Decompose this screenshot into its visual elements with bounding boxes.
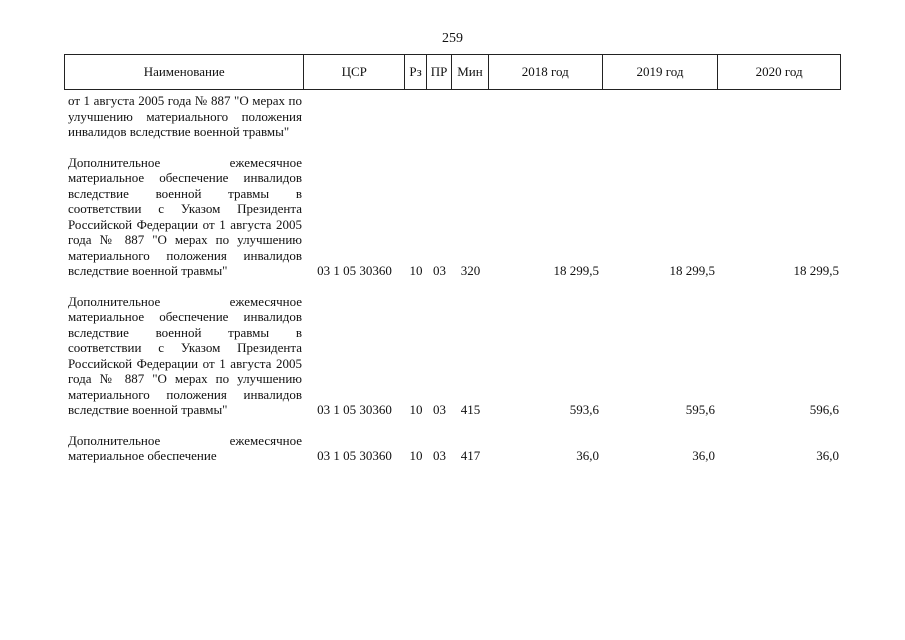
header-2018: 2018 год <box>489 55 603 89</box>
row-name: Дополнительное ежемесячное материальное обеспечение инвалидов вследствие военной травмы в соответствии с Указом Президента Российской Федерации от 1 августа 2005 года № 887 "О мерах по улучшению материального положения инвалидов вследствие военной травмы" <box>68 154 302 278</box>
row-2018: 593,6 <box>569 402 599 417</box>
header-rz: Рз <box>405 55 427 89</box>
row-name: Дополнительное ежемесячное материальное обеспечение <box>68 432 302 463</box>
header-min: Мин <box>452 55 489 89</box>
page-number: 259 <box>442 31 463 46</box>
row-min: 415 <box>460 402 481 417</box>
row-rz: 10 <box>409 402 423 417</box>
row-name: от 1 августа 2005 года № 887 "О мерах по улучшению материального положения инвалидов вследствие военной травмы" <box>68 93 302 139</box>
row-csr: 03 1 05 30360 <box>317 448 392 463</box>
row-2019: 36,0 <box>692 448 715 463</box>
row-rz: 10 <box>409 263 423 278</box>
row-pr: 03 <box>433 448 446 463</box>
row-rz: 10 <box>409 448 423 463</box>
row-min: 417 <box>460 448 481 463</box>
row-2020: 18 299,5 <box>793 263 839 278</box>
header-2020: 2020 год <box>755 64 803 79</box>
row-pr: 03 <box>433 263 446 278</box>
table-body <box>64 93 841 479</box>
row-2018: 18 299,5 <box>553 263 599 278</box>
row-pr: 03 <box>433 402 446 417</box>
row-min: 320 <box>460 263 481 278</box>
row-2019: 18 299,5 <box>669 263 715 278</box>
header-csr: ЦСР <box>304 55 405 89</box>
table-row <box>64 93 841 140</box>
row-2020: 36,0 <box>816 448 839 463</box>
header-name: Наименование <box>65 55 304 89</box>
table-header <box>64 54 841 90</box>
table-row <box>64 294 841 418</box>
table-row <box>64 155 841 279</box>
header-pr: ПР <box>427 55 452 89</box>
row-2020: 596,6 <box>809 402 839 417</box>
row-name: Дополнительное ежемесячное материальное обеспечение инвалидов вследствие военной травмы в соответствии с Указом Президента Российской Федерации от 1 августа 2005 года № 887 "О мерах по улучшению материального положения инвалидов вследствие военной травмы" <box>68 293 302 417</box>
row-2019: 595,6 <box>685 402 715 417</box>
row-csr: 03 1 05 30360 <box>317 263 392 278</box>
table-row <box>64 433 841 464</box>
row-csr: 03 1 05 30360 <box>317 402 392 417</box>
row-2018: 36,0 <box>576 448 599 463</box>
header-2019: 2019 год <box>603 55 719 89</box>
